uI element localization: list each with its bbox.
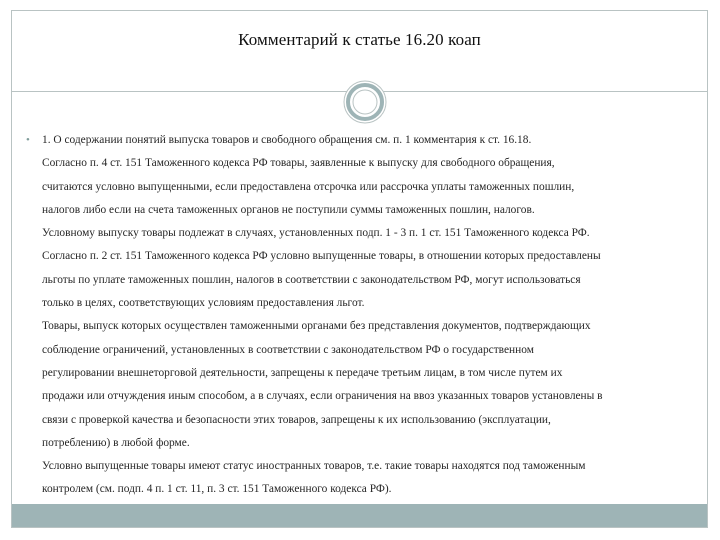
text-line: соблюдение ограничений, установленных в соответствии с законодательством РФ о государственном bbox=[42, 343, 534, 356]
slide-frame bbox=[11, 10, 708, 528]
ring-ornament-icon bbox=[342, 79, 388, 125]
text-line: контролем (см. подп. 4 п. 1 ст. 11, п. 3 ст. 151 Таможенного кодекса РФ). bbox=[42, 483, 392, 496]
slide-title: Комментарий к статье 16.20 коап bbox=[238, 30, 481, 49]
text-line: продажи или отчуждения иным способом, а в случаях, если ограничения на ввоз указанных товаров установлены в bbox=[42, 390, 603, 403]
text-line: Согласно п. 2 ст. 151 Таможенного кодекса РФ условно выпущенные товары, в отношении которых предоставлены bbox=[42, 250, 601, 263]
bullet-icon: • bbox=[26, 134, 30, 146]
text-line: Товары, выпуск которых осуществлен таможенными органами без представления документов, подтверждающих bbox=[42, 320, 591, 333]
text-line: считаются условно выпущенными, если предоставлена отсрочка или рассрочка уплаты таможенных пошлин, bbox=[42, 180, 575, 193]
text-line: Условному выпуску товары подлежат в случаях, установленных подп. 1 - 3 п. 1 ст. 151 Таможенного кодекса РФ. bbox=[42, 227, 590, 240]
text-line: 1. О содержании понятий выпуска товаров и свободного обращения см. п. 1 комментария к ст. 16.18. bbox=[42, 134, 532, 146]
footer-bar bbox=[12, 504, 707, 527]
text-line: связи с проверкой качества и безопасности этих товаров, запрещены к их использованию (эксплуатации, bbox=[42, 413, 551, 426]
text-block bbox=[42, 129, 692, 502]
text-line: регулировании внешнеторговой деятельности, запрещены к передаче третьим лицам, в том числе путем их bbox=[42, 366, 563, 379]
text-line: потреблению) в любой форме. bbox=[42, 436, 190, 449]
text-line: льготы по уплате таможенных пошлин, налогов в соответствии с законодательством РФ, могут использоваться bbox=[42, 273, 581, 286]
text-line: Условно выпущенные товары имеют статус иностранных товаров, т.е. такие товары находятся под таможенным bbox=[42, 460, 586, 473]
text-line: только в целях, соответствующих условиям предоставления льгот. bbox=[42, 297, 365, 310]
text-line: налогов либо если на счета таможенных органов не поступили суммы таможенных пошлин, налогов. bbox=[42, 203, 535, 216]
text-line: Согласно п. 4 ст. 151 Таможенного кодекса РФ товары, заявленные к выпуску для свободного обращения, bbox=[42, 157, 555, 170]
